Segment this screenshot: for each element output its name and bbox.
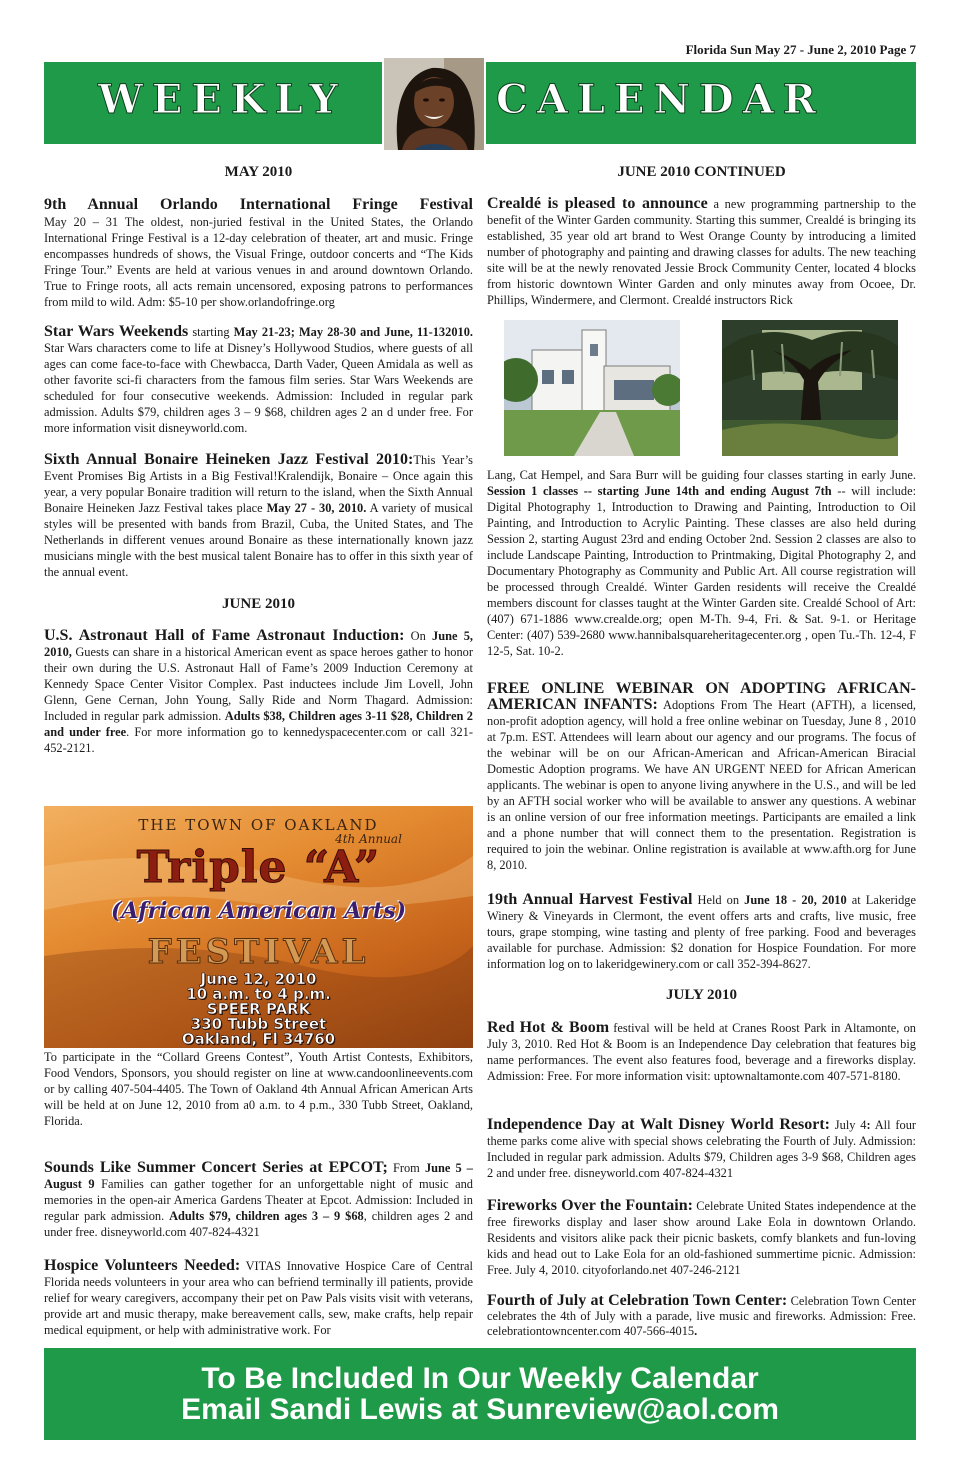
astronaut-date: June 5, 2010, <box>44 629 474 659</box>
flyer-details <box>44 972 473 1047</box>
astronaut-intro: On <box>404 629 433 643</box>
may-heading: MAY 2010 <box>224 164 293 180</box>
crealde-cont-1: Lang, Cat Hempel, and Sara Burr will be guiding four classes starting in early June. <box>487 468 916 482</box>
fireworks-title: Fireworks Over the Fountain: <box>487 1197 693 1214</box>
star-wars-dates: May 21-23; May 28-30 and June, 11-132010. <box>233 325 474 339</box>
astronaut-entry <box>44 628 473 756</box>
community-center-photo <box>504 320 680 456</box>
flyer-triple: Triple “A” <box>136 842 381 893</box>
star-wars-intro: starting <box>188 325 234 339</box>
flyer-time: 10 a.m. to 4 p.m. <box>186 985 331 1003</box>
harvest-title: 19th Annual Harvest Festival <box>487 891 693 908</box>
bonaire-title: Sixth Annual Bonaire Heineken Jazz Festival 2010: <box>44 451 414 468</box>
bonaire-body-2: A variety of musical styles will be presented with bands from Brazil, Cuba, the United States, and The Netherlands in different venues around Bonaire as these internationally known jazz musicians mingle with the best musical talent Bonaire has to offer in this sixth year of the annual event. <box>44 501 473 579</box>
epcot-prices: Adults $79, children ages 3 – 9 $68 <box>169 1209 364 1223</box>
webinar-title: FREE ONLINE WEBINAR ON ADOPTING AFRICAN-AMERICAN INFANTS: <box>487 680 916 713</box>
fireworks-body: Celebrate United States independence at the free fireworks display and laser show around Lake Eola in downtown Orlando. Residents and visitors alike pack their picnic baskets, comfy blankets and fun-loving kids and head out to Lake Eola for an old-fashioned summertime picnic. Admission: Free. July 4, 2010. cityoforlando.net 407-246-2121 <box>487 1199 916 1277</box>
webinar-body: Adoptions From The Heart (AFTH), a licensed, non-profit adoption agency, will hold a free online webinar on Tuesday, June 8 , 2010 at 7p.m. EST. Attendees will learn about our agency and our programs. The focus of the webinar will be on our African-American and African-American Biracial Domestic Adoption programs. We have AN URGENT NEED for African American applicants. The webinar is open to anyone living anywhere in the U.S., and will be led by an AFTH social worker who will be available to answer any questions. A webinar is an online version of our free information meetings. Participants are emailed a link and a phone number that will connect them to the presentation. Registration is required to join the webinar. Online registration is available at www.afth.org for June 8, 2010. <box>487 698 916 872</box>
star-wars-title: Star Wars Weekends <box>44 323 189 340</box>
banner-calendar: CALENDAR <box>496 76 826 123</box>
astronaut-prices: Adults $38, Children ages 3-11 $28, Children 2 and under free <box>44 709 473 739</box>
red-hot-title: Red Hot & Boom <box>487 1019 610 1036</box>
flyer-subtitle: (African American Arts) <box>110 898 407 924</box>
flyer-city: Oakland, Fl 34760 <box>181 1030 336 1048</box>
bonaire-dates: May 27 - 30, 2010. <box>266 501 367 515</box>
flyer-park: SPEER PARK <box>206 1000 311 1018</box>
hospice-entry <box>44 1258 473 1338</box>
fringe-body: May 20 – 31 The oldest, non-juried festival in the United States, the Orlando International Fringe Festival is a 12-day celebration of theater, art and music. Fringe encompasses hundreds of shows, the Visual Fringe, outdoor concerts and “The Kids Fringe Tour.” Events are held at various venues in and around downtown Orlando. True to Fringe roots, all acts remain uncensored, exposing patrons to performances from mild to wild. Adm: $5-10 per show.orlandofringe.org <box>44 215 473 309</box>
epcot-intro: From <box>387 1161 425 1175</box>
flyer-annual: 4th Annual <box>335 832 402 846</box>
hospice-title: Hospice Volunteers Needed: <box>44 1257 241 1274</box>
footer-banner <box>44 1348 916 1440</box>
masthead: Florida Sun May 27 - June 2, 2010 Page 7 <box>685 42 916 57</box>
red-hot-entry <box>487 1020 916 1084</box>
astronaut-title: U.S. Astronaut Hall of Fame Astronaut Induction: <box>44 627 405 644</box>
star-wars-entry <box>44 324 473 436</box>
webinar-entry <box>487 681 916 873</box>
flyer-caption-text: To participate in the “Collard Greens Contest”, Youth Artist Contests, Exhibitors, Food Vendors, Sponsors, you should register on line at www.candoonlineevents.com or by calling 407-504-4405. The Town of Oakland 4th Annual African American Arts will be held at on June 12, 2010 from a0 a.m. to 4 p.m., 330 Tubb Street, Oakland, Florida. <box>44 1050 473 1128</box>
epcot-body-2: , children ages 2 and under free. disneyworld.com 407-824-4321 <box>44 1209 474 1239</box>
epcot-body-1: Families can gather together for an unforgettable night of music and memories in the open-air America Gardens Theater at Epcot. Admission: Included in regular park admission. <box>44 1177 473 1223</box>
independence-intro: July 4 <box>830 1118 867 1132</box>
flyer-caption <box>44 1049 473 1129</box>
banner <box>44 62 916 144</box>
columnist-portrait <box>382 56 486 152</box>
flyer-street: 330 Tubb Street <box>190 1015 327 1033</box>
fringe-entry <box>44 196 473 310</box>
flyer-festival: FESTIVAL <box>147 932 370 972</box>
footer-line-1: To Be Included In Our Weekly Calendar <box>201 1362 759 1395</box>
celebration-entry <box>487 1293 916 1339</box>
celebration-title: Fourth of July at Celebration Town Center: <box>487 1292 788 1309</box>
crealde-continued <box>487 467 916 659</box>
fringe-title: 9th Annual Orlando International Fringe Festival <box>44 196 473 213</box>
june-heading: JUNE 2010 <box>222 596 295 612</box>
oak-tree-painting <box>722 320 898 456</box>
bonaire-entry <box>44 452 473 580</box>
hospice-body: VITAS Innovative Hospice Care of Central Florida needs volunteers in your area who can befriend terminally ill patients, provide relief for weary caregivers, accompany their pet on Paw Pals visits visit with veterans, provide art and music therapy, make bereavement calls, sew, make crafts, help repair medical equipment, or help with administrative work. For <box>44 1259 473 1337</box>
harvest-entry <box>487 892 916 972</box>
june-continued-heading: JUNE 2010 CONTINUED <box>617 164 786 180</box>
triple-a-flyer <box>44 806 473 1048</box>
banner-weekly: WEEKLY <box>98 76 347 123</box>
star-wars-body: Star Wars characters come to life at Disney’s Hollywood Studios, where guests of all ages can come face-to-face with Chewbacca, Darth Vader, Queen Amidala as well as other favorite sci-fi characters from the famous film series. Star Wars Weekends are scheduled for four consecutive weekends. Admission: Included in regular park admission. Adults $79, children ages 3 – 9 $68, children ages 2 an d under free. For more information visit disneyworld.com. <box>44 341 473 435</box>
crealde-cont-2: -- will include: Digital Photography 1, Introduction to Drawing and Painting, Introduction to Oil Painting, and Introduction to Acrylic Painting. These classes are also held during Session 2, starting August 23rd and ending October 2nd. Session 2 classes are also to include Landscape Painting, Introduction to Printmaking, Digital Photography 2, and Documentary Photography as Community and Public Art. All course registration will be processed through Crealdé. Winter Garden residents will receive the Crealdé members discount for classes taught at the Winter Garden site. Crealdé School of Art: (407) 671-1886 www.crealde.org; open M-Th. 9-4, Fri. & Sat. 9-1. or Heritage Center: (407) 539-2680 www.hannibalsquareheritagecenter.org , open Tu.-Th. 12-4, F 12-5, Sat. 10-2. <box>487 484 917 658</box>
flyer-date: June 12, 2010 <box>200 970 317 988</box>
red-hot-body: festival will be held at Cranes Roost Park in Altamonte, on July 3, 2010. Red Hot & Boom is an Independence Day celebration that features big name performances. The event also features food, beverage and a fireworks display. Admission: Free. For more information visit: uptownaltamonte.com 407-571-8180. <box>487 1021 917 1083</box>
astronaut-body-1: Guests can share in a historical American event as space heroes gather to honor their own during the U.S. Astronaut Hall of Fame’s 2009 Induction Ceremony at Kennedy Space Center Visitor Complex. Past inductees include Jim Lovell, John Glenn, Gene Cernan, John Young, Sally Ride and Norm Thagard. Admission: Included in regular park admission. <box>44 645 473 723</box>
celebration-period: . <box>694 1324 698 1338</box>
crealde-title: Crealdé is pleased to announce <box>487 195 708 212</box>
independence-body: All four theme parks come alive with special shows celebrating the Fourth of July. Admission: Included in regular park admission. Adults $79, Children ages 3-9 $68, Children ages 2 and under free. disneyworld.com 407-824-4321 <box>487 1118 917 1180</box>
independence-colon: : <box>866 1118 871 1132</box>
crealde-body: a new programming partnership to the benefit of the Winter Garden community. Starting this summer, Crealdé is bringing its established, 35 year old art brand to West Orange County by introducing a limited number of photography and painting and drawing classes for adults. The new teaching site will be at the newly renovated Jessie Brock Community Center, located 4 blocks from historic downtown Winter Garden and only minutes away from Ocoee, Dr. Phillips, Windermere, and Clermont. Crealdé instructors Rick <box>487 197 916 307</box>
flyer-town: THE TOWN OF OAKLAND <box>138 816 379 834</box>
epcot-dates: June 5 – August 9 <box>44 1161 474 1191</box>
footer-contact-email[interactable]: Email Sandi Lewis at Sunreview@aol.com <box>181 1393 779 1426</box>
harvest-dates: June 18 - 20, 2010 <box>744 893 847 907</box>
bonaire-body-1: This Year’s Event Promises Big Artists in a Big Festival!Kralendijk, Bonaire – Once again this year, a very popular Bonaire tradition will return to the island, when the Sixth Annual Bonaire Heineken Jazz Festival takes place <box>44 453 473 515</box>
celebration-body: Celebration Town Center celebrates the 4th of July with a parade, live music and fireworks. Admission: Free. celebrationtowncenter.com 407-566-4015 <box>487 1294 916 1338</box>
epcot-entry <box>44 1160 473 1240</box>
crealde-session: Session 1 classes -- starting June 14th and ending August 7th <box>487 484 832 498</box>
harvest-body: at Lakeridge Winery & Vineyards in Clermont, the event offers arts and crafts, live music, free tours, grape stomping, wine tasting and plenty of free parking. Food and beverages available for purchase. Admission: $2 donation for Hospice Foundation. For more information log on to lakeridgewinery.com or call 352-394-8627. <box>487 893 916 971</box>
independence-entry <box>487 1117 916 1181</box>
fireworks-entry <box>487 1198 916 1278</box>
independence-title: Independence Day at Walt Disney World Resort: <box>487 1116 830 1133</box>
astronaut-body-2: . For more information go to kennedyspacecenter.com or call 321-452-2121. <box>44 725 473 755</box>
july-heading: JULY 2010 <box>666 987 737 1003</box>
epcot-title: Sounds Like Summer Concert Series at EPCOT; <box>44 1159 388 1176</box>
harvest-intro: Held on <box>692 893 745 907</box>
crealde-entry <box>487 196 916 308</box>
